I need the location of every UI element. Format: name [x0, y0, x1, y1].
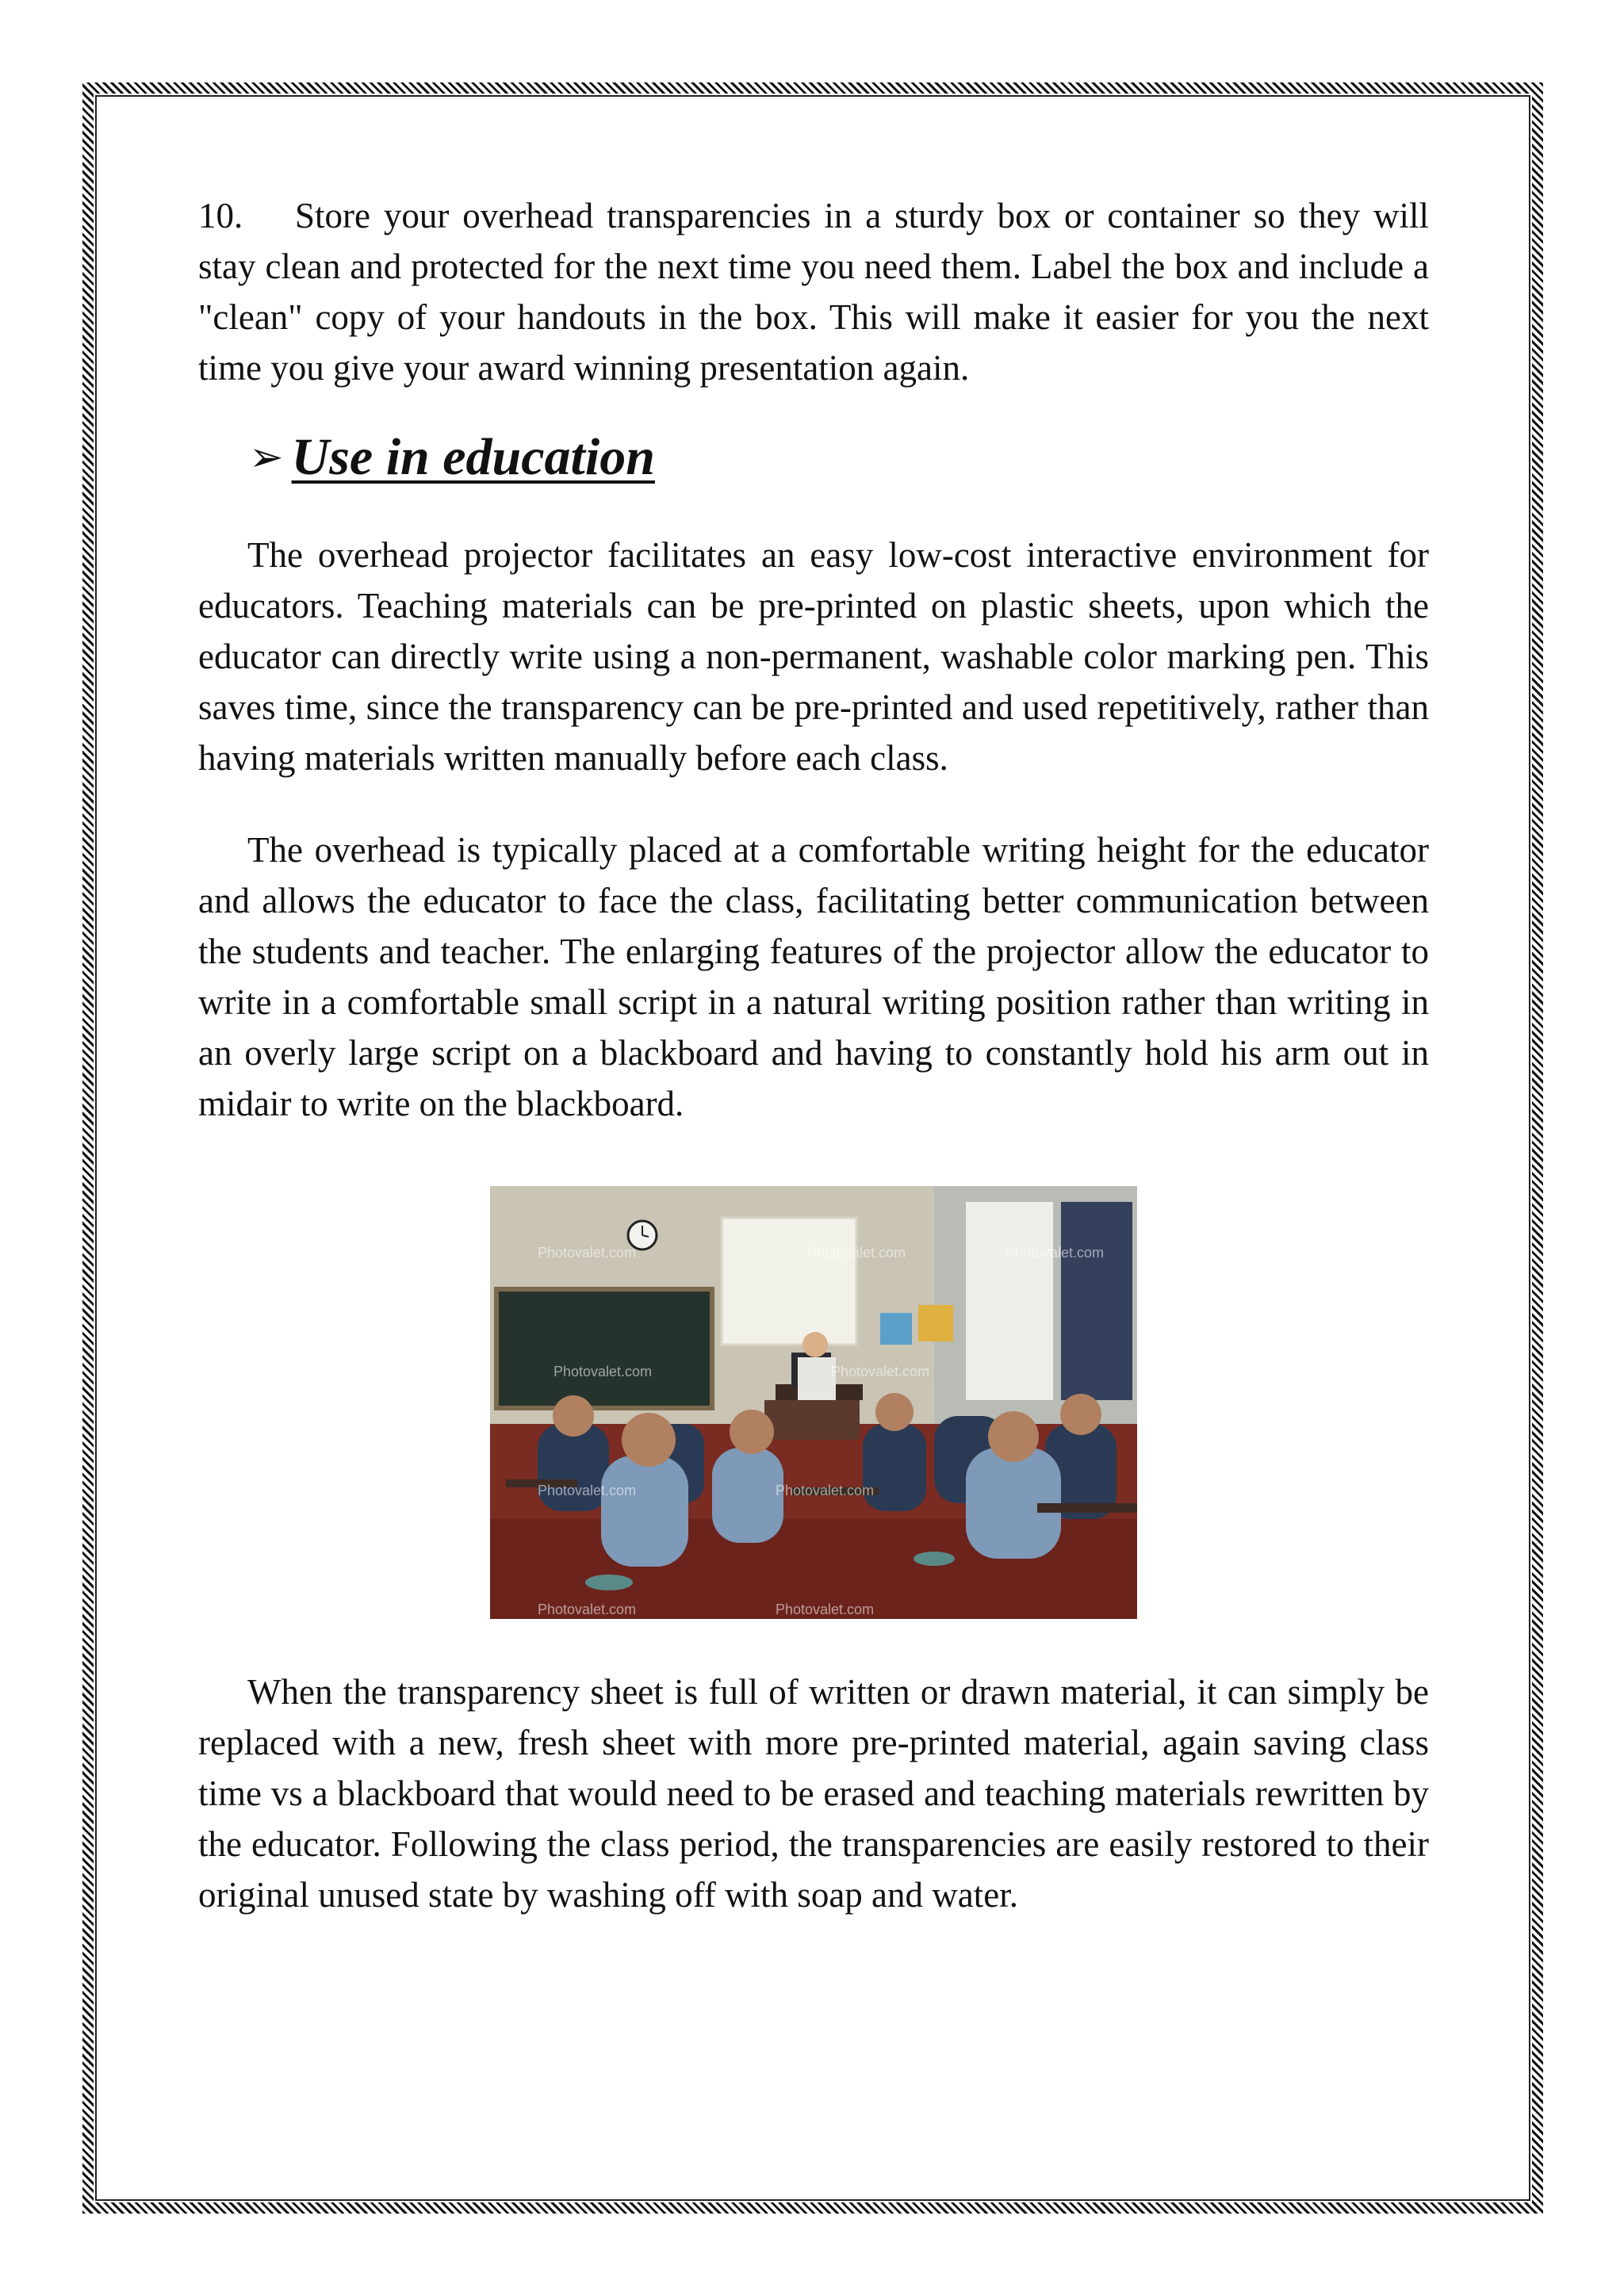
arrowhead-bullet-icon: ➢ — [249, 434, 284, 481]
classroom-photo-illustration — [490, 1186, 1137, 1619]
paragraph-10 — [198, 190, 1429, 393]
watermark-text: Photovalet.com — [538, 1601, 637, 1617]
paragraph-number: 10. — [198, 196, 243, 235]
watermark-text: Photovalet.com — [831, 1364, 930, 1380]
education-paragraph-2: The overhead is typically placed at a comfortable writing height for the educator and allows the educator to face the class, facilitating better communication between the students and teacher. The enlarging features of the projector allow the educator to write in a comfortable small script in a natural writing position rather than writing in an overly large script on a blackboard and having to constantly hold his arm out in midair to write on the blackboard. — [198, 830, 1429, 1123]
watermark-text: Photovalet.com — [553, 1364, 653, 1380]
section-heading — [249, 422, 1429, 493]
page-content — [198, 190, 1429, 1920]
education-paragraph-3: When the transparency sheet is full of written or drawn material, it can simply be replaced with a new, fresh sheet with more pre-printed material, again saving class time vs a blackboard that would need to be erased and teaching materials rewritten by the educator. Following the class period, the transparencies are easily restored to their original unused state by washing off with soap and water. — [198, 1672, 1429, 1915]
watermark-text: Photovalet.com — [1005, 1245, 1105, 1261]
education-paragraph-1: The overhead projector facilitates an easy low-cost interactive environment for educators. Teaching materials can be pre-printed on plastic sheets, upon which the educator can directly write using a non-permanent, washable color marking pen. This saves time, since the transparency can be pre-printed and used repetitively, rather than having materials written manually before each class. — [198, 535, 1429, 778]
watermark-text: Photovalet.com — [776, 1601, 875, 1617]
watermark-text: Photovalet.com — [538, 1245, 637, 1261]
watermark-text: Photovalet.com — [538, 1483, 637, 1498]
classroom-photo — [490, 1186, 1137, 1619]
paragraph-10-text: Store your overhead transparencies in a sturdy box or container so they will stay clean and protected for the next time you need them. Label the box and include a "clean" copy of your handouts in the box. This will make it easier for you the next time you give your award winning presentation again. — [198, 196, 1429, 388]
watermark-text: Photovalet.com — [807, 1245, 906, 1261]
section-heading-title: Use in education — [291, 428, 655, 486]
watermark-text: Photovalet.com — [776, 1483, 875, 1498]
